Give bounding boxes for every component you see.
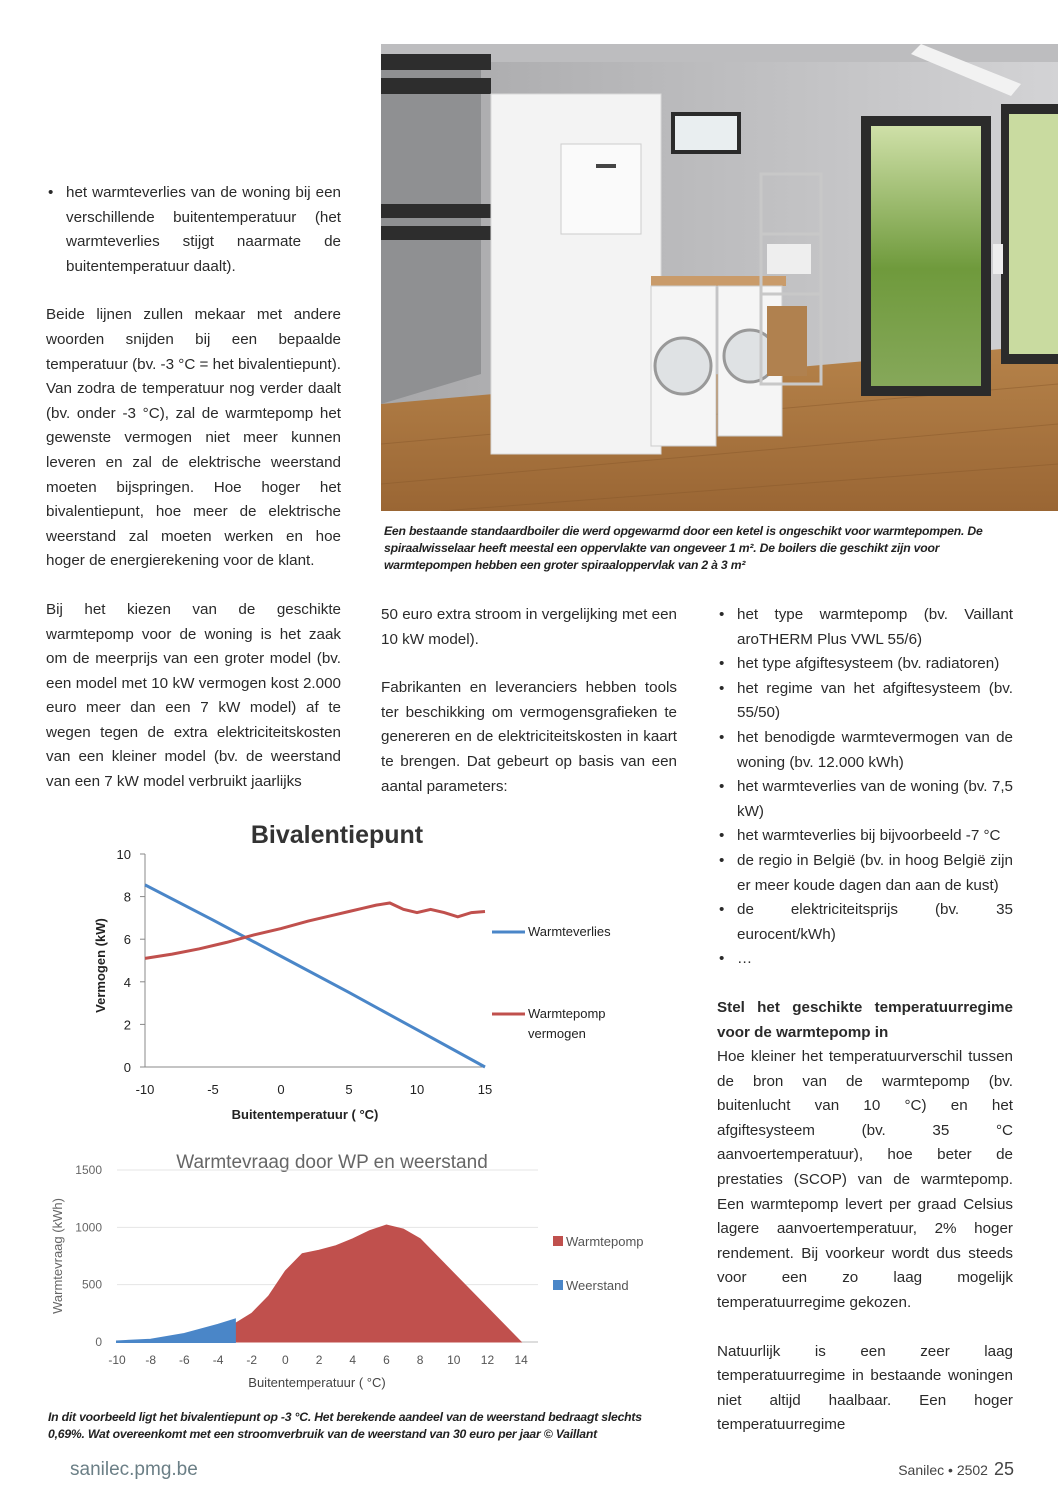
y-tick-label: 1500: [75, 1163, 102, 1177]
x-tick-label: 4: [349, 1353, 357, 1367]
y-tick-label: 6: [123, 932, 131, 948]
x-tick-label: 5: [345, 1082, 353, 1097]
list-item: • het type warmtepomp (bv. Vaillant aroTHERM Plus VWL 55/6): [717, 603, 1013, 652]
y-axis-label: Vermogen (kW): [93, 918, 108, 1013]
y-tick-label: 0: [95, 1335, 102, 1349]
legend-swatch: [553, 1236, 563, 1246]
x-tick-label: -8: [145, 1353, 157, 1367]
list-item: • het warmteverlies van de woning bij een verschillende buitentemperatuur (het warmteverlies stijgt naarmate de buitentemperatuur daalt).: [46, 181, 341, 279]
x-tick-label: 0: [282, 1353, 289, 1367]
series-area: [117, 1225, 521, 1342]
x-tick-label: 10: [409, 1082, 425, 1097]
chart-caption: In dit voorbeeld ligt het bivalentiepunt op -3 °C. Het berekende aandeel van de weerstand bedraagt slechts 0,69%. Wat overeenkomt met een stroomverbruik van de weerstand van 30 euro per jaar © Vaillant: [48, 1410, 642, 1441]
x-axis-label: Buitentemperatuur ( °C): [248, 1375, 386, 1390]
photo-caption: Een bestaande standaardboiler die werd opgewarmd door een ketel is ongeschikt voor warmtepompen. De spiraalwisselaar heeft meestal een oppervlakte van ongeveer 1 m². De boilers die geschikt zijn voor warmtepompen hebben een groter spiraaloppervlak van 2 à 3 m²: [384, 524, 983, 572]
list-item: • de regio in België (bv. in hoog België zijn er meer koude dagen dan aan de kust): [717, 849, 1013, 898]
laundry-room-photo: [381, 44, 1058, 511]
y-tick-label: 500: [81, 1277, 102, 1292]
y-tick-label: 4: [123, 974, 131, 990]
chart-title: Bivalentiepunt: [250, 821, 424, 849]
y-tick-label: 0: [123, 1060, 131, 1075]
x-axis-label: Buitentemperatuur ( °C): [231, 1107, 379, 1122]
paragraph: Natuurlijk is een zeer laag temperatuurregime in bestaande woningen niet altijd haalbaar. Een hoger temperatuurregime: [717, 1342, 1013, 1434]
middle-column: [381, 603, 677, 823]
x-tick-label: 6: [383, 1353, 390, 1367]
x-tick-label: -6: [179, 1353, 190, 1367]
chart-title: Warmtevraag door WP en weerstand: [176, 1152, 488, 1173]
list-item: • het type afgiftesysteem (bv. radiatoren): [717, 652, 1013, 677]
list-item: • het warmteverlies bij bijvoorbeeld -7 °C: [717, 824, 1013, 849]
website-link[interactable]: sanilec.pmg.be: [70, 1459, 198, 1480]
list-item: • de elektriciteitsprijs (bv. 35 eurocent/kWh): [717, 898, 1013, 947]
paragraph: Fabrikanten en leveranciers hebben tools ter beschikking om vermogensgrafieken te genereren en de elektriciteitskosten in kaart te brengen. Dat gebeurt op basis van een aantal parameters:: [381, 679, 677, 795]
x-tick-label: -5: [207, 1082, 219, 1097]
list-item: • het benodigde warmtevermogen van de woning (bv. 12.000 kWh): [717, 726, 1013, 775]
x-tick-label: -10: [135, 1082, 155, 1097]
x-tick-label: 12: [480, 1353, 495, 1367]
x-tick-label: 14: [514, 1353, 528, 1367]
paragraph: Beide lijnen zullen mekaar met andere woorden snijden bij een bepaalde temperatuur (bv. -3 °C = het bivalentiepunt). Van zodra de temperatuur nog verder daalt (bv. onder -3 °C), zal de warmtepomp het gewenste vermogen niet meer kunnen leveren en zal de elektrische weerstand moeten bijspringen. Hoe hoger het bivalentiepunt, hoe meer de elektrische weerstand zal moeten werken en hoe hoger de energierekening voor de klant.: [46, 306, 341, 570]
series-line: [145, 885, 485, 1067]
x-tick-label: -4: [212, 1353, 224, 1367]
series-area: [117, 1320, 235, 1342]
paragraph: Hoe kleiner het temperatuurverschil tussen de bron van de warmtepomp (bv. buitenlucht van 10 °C) en het afgiftesysteem (bv. 35 °C aanvoertemperatuur), hoe beter de prestaties (SCOP) van de warmtepomp. Een warmtepomp levert per graad Celsius lagere aanvoertemperatuur, 2% hoger rendement. Bij voorkeur wordt dus steeds voor een zo laag mogelijk temperatuurregime gekozen.: [717, 1048, 1013, 1312]
y-tick-label: 8: [123, 889, 131, 905]
legend-label: Warmtepomp: [566, 1234, 644, 1249]
y-tick-label: 1000: [75, 1220, 102, 1235]
x-tick-label: 15: [477, 1082, 493, 1097]
bullet-list: [46, 181, 341, 279]
paragraph: 50 euro extra stroom in vergelijking met een 10 kW model).: [381, 606, 677, 648]
x-tick-label: 8: [416, 1353, 424, 1367]
issue-label: Sanilec • 2502: [898, 1462, 988, 1478]
x-tick-label: 0: [277, 1082, 285, 1097]
x-tick-label: 2: [315, 1353, 323, 1367]
legend-label: Warmteverlies: [528, 924, 611, 939]
x-tick-label: -10: [108, 1353, 126, 1367]
list-item: • het warmteverlies van de woning (bv. 7,5 kW): [717, 775, 1013, 824]
parameter-list: [717, 603, 1013, 972]
right-column: [717, 603, 1013, 1462]
section-heading: Stel het geschikte temperatuurregime voor de warmtepomp in: [717, 998, 1013, 1041]
legend-swatch: [553, 1280, 563, 1290]
x-tick-label: 10: [447, 1353, 461, 1367]
y-tick-label: 2: [123, 1017, 131, 1033]
y-axis-label: Warmtevraag (kWh): [50, 1198, 65, 1314]
legend-label: Weerstand: [566, 1278, 629, 1293]
bivalentiepunt-chart: [80, 812, 670, 1132]
legend-label: Warmtepomp vermogen: [528, 1006, 606, 1041]
list-item: • …: [717, 947, 1013, 972]
paragraph: Bij het kiezen van de geschikte warmtepomp voor de woning is het zaak om de meerprijs van een groter model (bv. een model met 10 kW vermogen kost 2.000 euro meer dan een 7 kW model) af te wegen tegen de extra elektriciteitskosten van een kleiner model (bv. de weerstand van een 7 kW model verbruikt jaarlijks: [46, 600, 341, 791]
warmtevraag-chart: [42, 1144, 682, 1394]
left-column-top: [46, 181, 341, 819]
x-tick-label: -2: [246, 1353, 258, 1367]
page-footer: [898, 1459, 1014, 1480]
list-item: • het regime van het afgiftesysteem (bv. 55/50): [717, 677, 1013, 726]
page-number: 25: [993, 1459, 1014, 1479]
y-tick-label: 10: [116, 847, 131, 862]
